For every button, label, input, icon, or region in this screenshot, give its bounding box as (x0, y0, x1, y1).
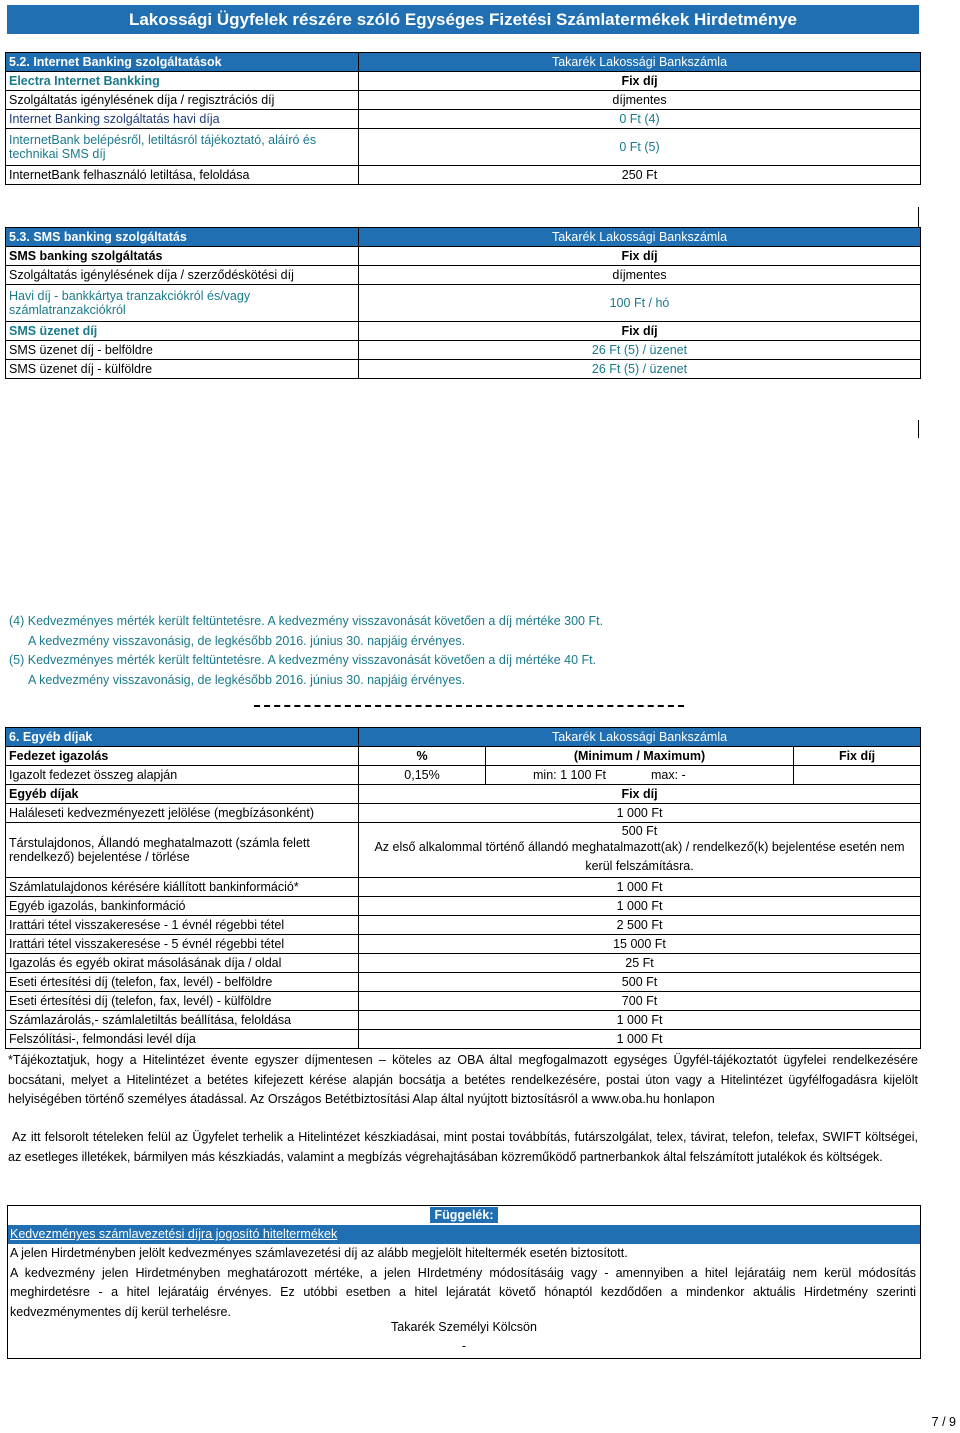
appendix-loan-product: Takarék Személyi Kölcsön (391, 1320, 537, 1334)
igazolt-fix (794, 766, 921, 785)
row-value: 100 Ft / hó (359, 285, 921, 322)
table-row (6, 166, 921, 185)
table-row (6, 916, 921, 935)
max-value: - (681, 768, 686, 782)
tarsulajd-note: Az első alkalommal történő állandó meghatalmazott(ak) / rendelkező(k) bejelentése esetén nem kerül felszámításra. (374, 840, 905, 873)
expenses-paragraph: Az itt felsorolt tételeken felül az Ügyfelet terhelik a Hitelintézet készkiadásai, mint postai továbbítás, futárszolgálat, telex, távirat, telefon, telefax, SWIFT költségei, az esetleges illetékek, bármilyen más készkiadás, valamint a megbízás végrehajtásában közreműködő partnerbankok által felszámított jutalékok és költségek. (8, 1130, 918, 1164)
fedezet-minmax: (Minimum / Maximum) (486, 747, 794, 766)
page-header (7, 5, 919, 34)
row-label: Szolgáltatás igénylésének díja / szerződéskötési díj (6, 266, 359, 285)
footnote-5: (5) Kedvezményes mérték került feltüntetésre. A kedvezmény visszavonását követően a díj mértéke 40 Ft. (9, 653, 597, 667)
row-value: 1 000 Ft (359, 897, 921, 916)
table-row (6, 804, 921, 823)
table-row (6, 823, 921, 878)
other-section-title: 6. Egyéb díjak (6, 728, 359, 747)
igazolt-row (6, 766, 921, 785)
row-label: Igazolás és egyéb okirat másolásának díja / oldal (6, 954, 359, 973)
sms-banking-table (5, 227, 921, 379)
internet-col-header: Takarék Lakossági Bankszámla (359, 53, 921, 72)
page-number: 7 / 9 (931, 1415, 956, 1429)
row-value: 500 Ft (359, 973, 921, 992)
row-value: díjmentes (359, 266, 921, 285)
table-row (6, 91, 921, 110)
igazolt-minmax-values (489, 768, 790, 782)
row-value: 1 000 Ft (359, 1030, 921, 1049)
appendix-title: Függelék: (8, 1208, 920, 1222)
internet-sub-value: Fix díj (359, 72, 921, 91)
internet-banking-table (5, 52, 921, 185)
fedezet-label: Fedezet igazolás (6, 747, 359, 766)
footnote-4-validity: A kedvezmény visszavonásig, de legkésőbb 2016. június 30. napjáig érvényes. (28, 633, 466, 648)
table-row (6, 266, 921, 285)
footnote-4: (4) Kedvezményes mérték került feltüntetésre. A kedvezmény visszavonását követően a díj mértéke 300 Ft. (9, 614, 604, 628)
table-row (6, 341, 921, 360)
table-row (6, 285, 921, 322)
sms-sub2-value: Fix díj (359, 322, 921, 341)
table-row (6, 992, 921, 1011)
tarsulajd-value: 500 Ft (621, 824, 658, 838)
table-row (6, 360, 921, 379)
row-value: 1 000 Ft (359, 1011, 921, 1030)
divider (918, 420, 919, 438)
row-value (359, 823, 921, 878)
row-value: 250 Ft (359, 166, 921, 185)
internet-banking-header-row (6, 53, 921, 72)
other-col-header: Takarék Lakossági Bankszámla (359, 728, 921, 747)
max-label: max: (650, 768, 679, 782)
sms-col-header: Takarék Lakossági Bankszámla (359, 228, 921, 247)
igazolt-label: Igazolt fedezet összeg alapján (6, 766, 359, 785)
table-row (6, 973, 921, 992)
row-label: Szolgáltatás igénylésének díja / regisztrációs díj (6, 91, 359, 110)
appendix-subtitle: Kedvezményes számlavezetési díjra jogosító hiteltermékek (8, 1225, 920, 1244)
row-value: 26 Ft (5) / üzenet (359, 360, 921, 379)
appendix-line1: A jelen Hirdetményben jelölt kedvezményes számlavezetési díj az alább megjelölt hiteltermék esetén biztosított. (10, 1246, 628, 1260)
dashed-separator (254, 705, 684, 707)
row-value: 0 Ft (5) (359, 129, 921, 166)
row-value: 15 000 Ft (359, 935, 921, 954)
row-value: 26 Ft (5) / üzenet (359, 341, 921, 360)
igazolt-minmax (486, 766, 794, 785)
table-row (6, 129, 921, 166)
row-label: Számlazárolás,- számlaletiltás beállítása, feloldása (6, 1011, 359, 1030)
row-value: 25 Ft (359, 954, 921, 973)
igazolt-pct: 0,15% (359, 766, 486, 785)
internet-sub-row (6, 72, 921, 91)
page-title: Lakossági Ügyfelek részére szóló Egységes Fizetési Számlatermékek Hirdetménye (128, 9, 798, 29)
row-value: 700 Ft (359, 992, 921, 1011)
row-value: díjmentes (359, 91, 921, 110)
appendix-line2: A kedvezmény jelen Hirdetményben meghatározott mértéke, a jelen HIrdetmény módosításáig vagy - amennyiben a hitel lejáratáig nem kerül módosítás meghirdetésre - a hitel lejáratáig érvényes. Ez utóbbi esetben a hitel lejáratát követő hónaptól kezdődően a mindenkor aktuális Hirdetmény szerinti kedvezménymentes díj kerül terhelésre. (10, 1265, 916, 1319)
row-label: InternetBank belépésről, letiltásról tájékoztató, aláíró és technikai SMS díj (6, 129, 359, 166)
row-label: Társtulajdonos, Állandó meghatalmazott (számla felett rendelkező) bejelentése / törlése (6, 823, 359, 878)
row-label: Internet Banking szolgáltatás havi díja (6, 110, 359, 129)
table-row (6, 935, 921, 954)
row-label: Irattári tétel visszakeresése - 1 évnél régebbi tétel (6, 916, 359, 935)
row-label: Számlatulajdonos kérésére kiállított bankinformáció* (6, 878, 359, 897)
fedezet-row (6, 747, 921, 766)
sms-sub2-label: SMS üzenet díj (6, 322, 359, 341)
footnotes (9, 612, 909, 690)
sms-banking-header-row (6, 228, 921, 247)
row-label: Irattári tétel visszakeresése - 5 évnél régebbi tétel (6, 935, 359, 954)
row-label: Felszólítási-, felmondási levél díja (6, 1030, 359, 1049)
row-value: 2 500 Ft (359, 916, 921, 935)
other-fees-header-row (6, 728, 921, 747)
fedezet-pct: % (359, 747, 486, 766)
sms-section-title: 5.3. SMS banking szolgáltatás (6, 228, 359, 247)
divider (918, 207, 919, 229)
row-label: Eseti értesítési díj (telefon, fax, levél) - belföldre (6, 973, 359, 992)
row-value: 1 000 Ft (359, 878, 921, 897)
other-sub-value: Fix díj (359, 785, 921, 804)
footnote-5-validity: A kedvezmény visszavonásig, de legkésőbb 2016. június 30. napjáig érvényes. (28, 672, 466, 687)
sms-sub-row (6, 247, 921, 266)
row-label: SMS üzenet díj - belföldre (6, 341, 359, 360)
sms-sub2-row (6, 322, 921, 341)
row-label: Haláleseti kedvezményezett jelölése (megbízásonként) (6, 804, 359, 823)
table-row (6, 1011, 921, 1030)
fedezet-fix: Fix díj (794, 747, 921, 766)
table-row (6, 878, 921, 897)
row-label: InternetBank felhasználó letiltása, feloldása (6, 166, 359, 185)
min-label: min: (533, 768, 557, 782)
sms-sub-value: Fix díj (359, 247, 921, 266)
internet-sub-label: Electra Internet Bankking (6, 72, 359, 91)
table-row (6, 110, 921, 129)
row-label: SMS üzenet díj - külföldre (6, 360, 359, 379)
row-label: Eseti értesítési díj (telefon, fax, levél) - külföldre (6, 992, 359, 1011)
other-sub-row (6, 785, 921, 804)
row-value: 1 000 Ft (359, 804, 921, 823)
row-label: Egyéb igazolás, bankinformáció (6, 897, 359, 916)
internet-section-title: 5.2. Internet Banking szolgáltatások (6, 53, 359, 72)
appendix-text (10, 1244, 916, 1322)
oba-info-paragraph: *Tájékoztatjuk, hogy a Hitelintézet évente egyszer díjmentesen – köteles az OBA által megfogalmazott egységes Ügyfél-tájékoztatót ügyfelei rendelkezésére bocsátani, melyet a Hitelintézet a betétes kifejezett kérése alapján bocsátja a betétes rendelkezésére, postai úton vagy a Hitelintézet ügyfélfogadásra kijelölt helyiségében történő személyes átadással. Az Országos Betétbiztosítási Alap által nyújtott biztosításról a www.oba.hu honlapon (8, 1053, 918, 1106)
row-value: 0 Ft (4) (359, 110, 921, 129)
min-value: 1 100 Ft (560, 768, 606, 782)
table-row (6, 897, 921, 916)
row-label: Havi díj - bankkártya tranzakciókról és/vagy számlatranzakciókról (6, 285, 359, 322)
sms-sub-label: SMS banking szolgáltatás (6, 247, 359, 266)
table-row (6, 1030, 921, 1049)
other-fees-table (5, 727, 921, 1049)
table-row (6, 954, 921, 973)
other-sub-label: Egyéb díjak (6, 785, 359, 804)
appendix-box (7, 1205, 921, 1359)
appendix-loan-value: - (461, 1339, 467, 1353)
